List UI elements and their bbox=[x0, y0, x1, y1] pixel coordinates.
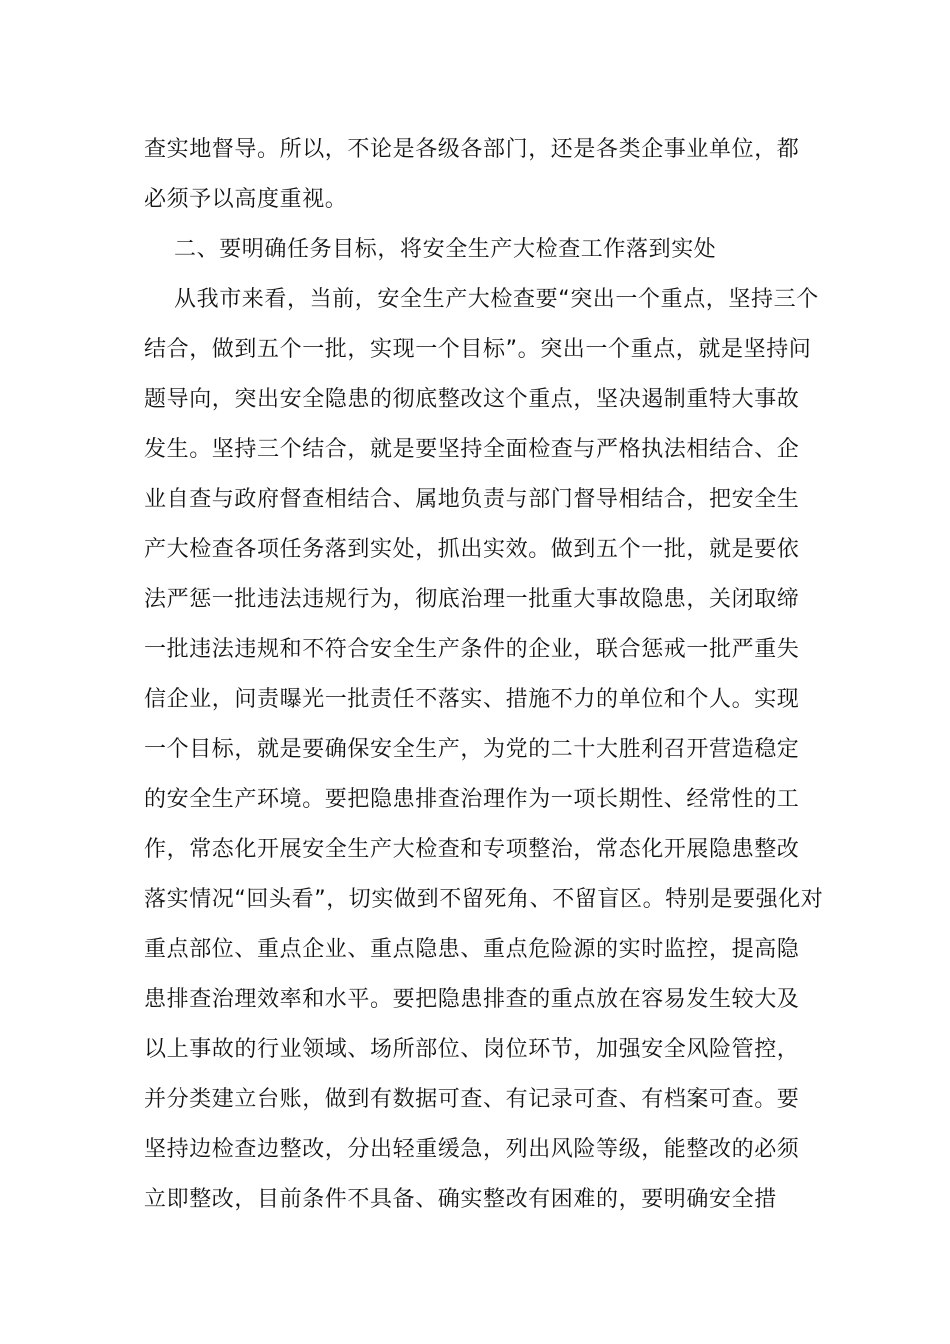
text-line: 发生。坚持三个结合，就是要坚持全面检查与严格执法相结合、企 bbox=[144, 437, 800, 462]
text-line: 落实情况“回头看”，切实做到不留死角、不留盲区。特别是要强化对 bbox=[144, 887, 824, 912]
text-line: 结合，做到五个一批，实现一个目标”。突出一个重点，就是坚持问 bbox=[144, 337, 812, 362]
text-line: 以上事故的行业领域、场所部位、岗位环节，加强安全风险管控， bbox=[144, 1037, 800, 1062]
text-line: 题导向，突出安全隐患的彻底整改这个重点，坚决遏制重特大事故 bbox=[144, 387, 800, 412]
text-line: 患排查治理效率和水平。要把隐患排查的重点放在容易发生较大及 bbox=[144, 987, 800, 1012]
text-line: 坚持边检查边整改，分出轻重缓急，列出风险等级，能整改的必须 bbox=[144, 1137, 800, 1162]
text-line: 的安全生产环境。要把隐患排查治理作为一项长期性、经常性的工 bbox=[144, 787, 800, 812]
text-line: 从我市来看，当前，安全生产大检查要“突出一个重点，坚持三个 bbox=[174, 287, 819, 312]
text-line: 业自查与政府督查相结合、属地负责与部门督导相结合，把安全生 bbox=[144, 487, 800, 512]
text-line: 必须予以高度重视。 bbox=[144, 187, 348, 212]
text-line: 并分类建立台账，做到有数据可查、有记录可查、有档案可查。要 bbox=[144, 1087, 800, 1112]
text-line: 法严惩一批违法违规行为，彻底治理一批重大事故隐患，关闭取缔 bbox=[144, 587, 800, 612]
text-line: 信企业，问责曝光一批责任不落实、措施不力的单位和个人。实现 bbox=[144, 687, 800, 712]
text-line: 作，常态化开展安全生产大检查和专项整治，常态化开展隐患整改 bbox=[144, 837, 800, 862]
section-heading: 二、要明确任务目标，将安全生产大检查工作落到实处 bbox=[174, 237, 717, 262]
text-line: 立即整改，目前条件不具备、确实整改有困难的，要明确安全措 bbox=[144, 1187, 777, 1212]
text-line: 产大检查各项任务落到实处，抓出实效。做到五个一批，就是要依 bbox=[144, 537, 800, 562]
text-line: 查实地督导。所以，不论是各级各部门，还是各类企事业单位，都 bbox=[144, 137, 800, 162]
text-line: 一个目标，就是要确保安全生产，为党的二十大胜利召开营造稳定 bbox=[144, 737, 800, 762]
text-line: 重点部位、重点企业、重点隐患、重点危险源的实时监控，提高隐 bbox=[144, 937, 800, 962]
text-line: 一批违法违规和不符合安全生产条件的企业，联合惩戒一批严重失 bbox=[144, 637, 800, 662]
